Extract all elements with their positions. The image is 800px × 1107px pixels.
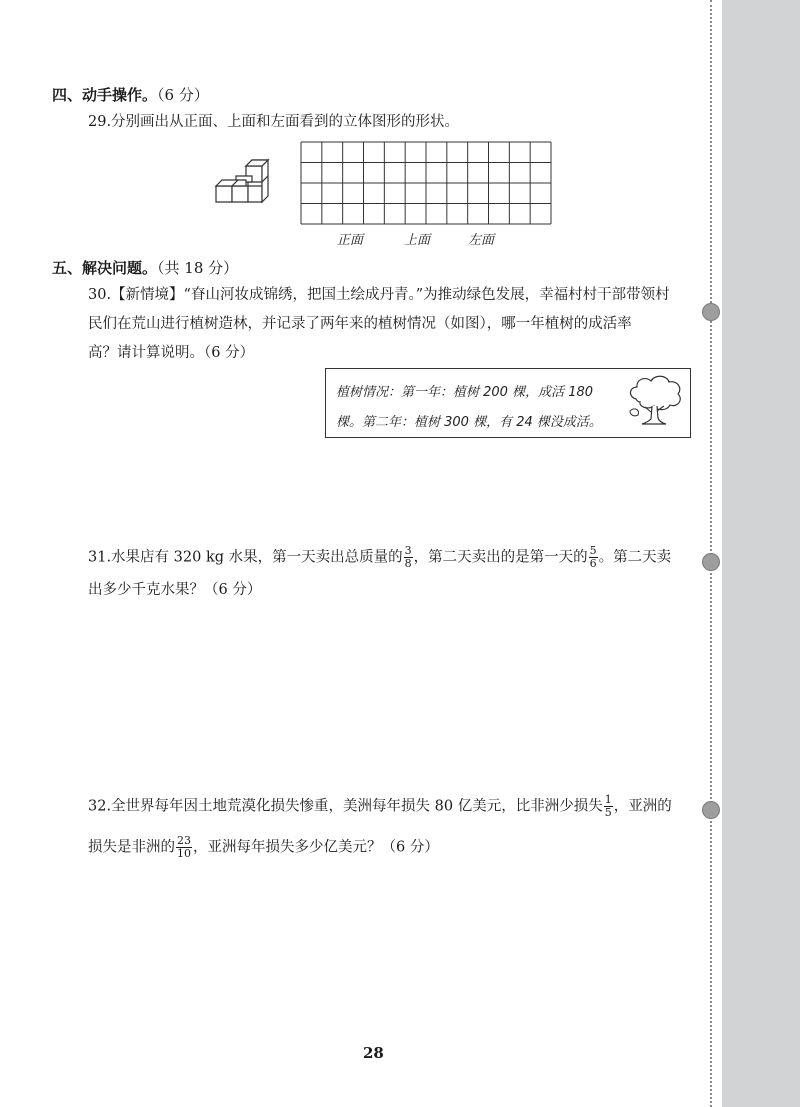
fraction-denominator: 6	[589, 557, 597, 570]
fraction-denominator: 5	[604, 806, 612, 819]
binding-hole-icon	[702, 801, 720, 819]
section5-heading	[52, 257, 238, 278]
section5-title: 五、解决问题。	[52, 259, 158, 277]
q32-text-part1: 32.全世界每年因土地荒漠化损失惨重，美洲每年损失 80 亿美元，比非洲少损失	[88, 798, 603, 815]
view-label-left: 左面	[468, 233, 495, 248]
page-side-margin	[722, 0, 800, 1107]
drawing-grid[interactable]	[300, 141, 552, 225]
view-label-top: 上面	[404, 233, 431, 248]
q30-line3: 高？请计算说明。（6 分）	[88, 345, 255, 361]
fraction-denominator: 8	[404, 557, 412, 570]
planting-info-line1: 植树情况：第一年：植树 200 棵，成活 180	[336, 385, 594, 400]
q31-text-part1: 31.水果店有 320 kg 水果，第一天卖出总质量的	[88, 549, 403, 566]
fraction-one-fifth	[604, 794, 613, 819]
section5-points: （共 18 分）	[157, 259, 239, 277]
section4-heading	[52, 84, 209, 105]
fraction-three-eighths	[404, 545, 413, 570]
view-label-front: 正面	[337, 233, 364, 248]
binding-hole-icon	[702, 553, 720, 571]
planting-info-line2: 棵。第二年：植树 300 棵，有 24 棵没成活。	[336, 415, 602, 430]
q32-text-line2a: 损失是非洲的	[88, 839, 175, 856]
page-number: 28	[363, 1044, 384, 1062]
cube-solid-figure	[210, 158, 272, 218]
section4-points: （6 分）	[157, 86, 209, 104]
section4-title: 四、动手操作。	[52, 86, 158, 104]
q32-text-line2b: ，亚洲每年损失多少亿美元？（6 分）	[193, 839, 439, 856]
q31-line1	[88, 545, 671, 570]
q29-text: 29.分别画出从正面、上面和左面看到的立体图形的形状。	[88, 114, 460, 130]
fraction-five-sixths	[589, 545, 598, 570]
q32-text-part2: ，亚洲的	[613, 798, 672, 815]
binding-hole-icon	[702, 303, 720, 321]
fraction-twentythree-tenths	[176, 835, 192, 860]
q30-line2: 民们在荒山进行植树造林，并记录了两年来的植树情况（如图），哪一年植树的成活率	[88, 316, 632, 332]
fraction-numerator: 3	[404, 544, 412, 557]
q31-line2: 出多少千克水果？（6 分）	[88, 582, 262, 598]
tree-icon	[626, 373, 684, 427]
fraction-numerator: 23	[177, 834, 191, 847]
q32-line1	[88, 794, 672, 819]
fraction-denominator: 10	[177, 847, 191, 860]
planting-info-box	[325, 368, 691, 438]
q30-line1: 30.【新情境】“眘山河妆成锦绣，把国土绘成丹青。”为推动绿色发展，幸福村村干部带领村	[88, 287, 670, 303]
q32-line2	[88, 835, 439, 860]
fraction-numerator: 5	[589, 544, 597, 557]
fraction-numerator: 1	[604, 793, 612, 806]
q31-text-part2: ，第二天卖出的是第一天的	[413, 549, 588, 566]
q31-text-part3: 。第二天卖	[598, 549, 672, 566]
